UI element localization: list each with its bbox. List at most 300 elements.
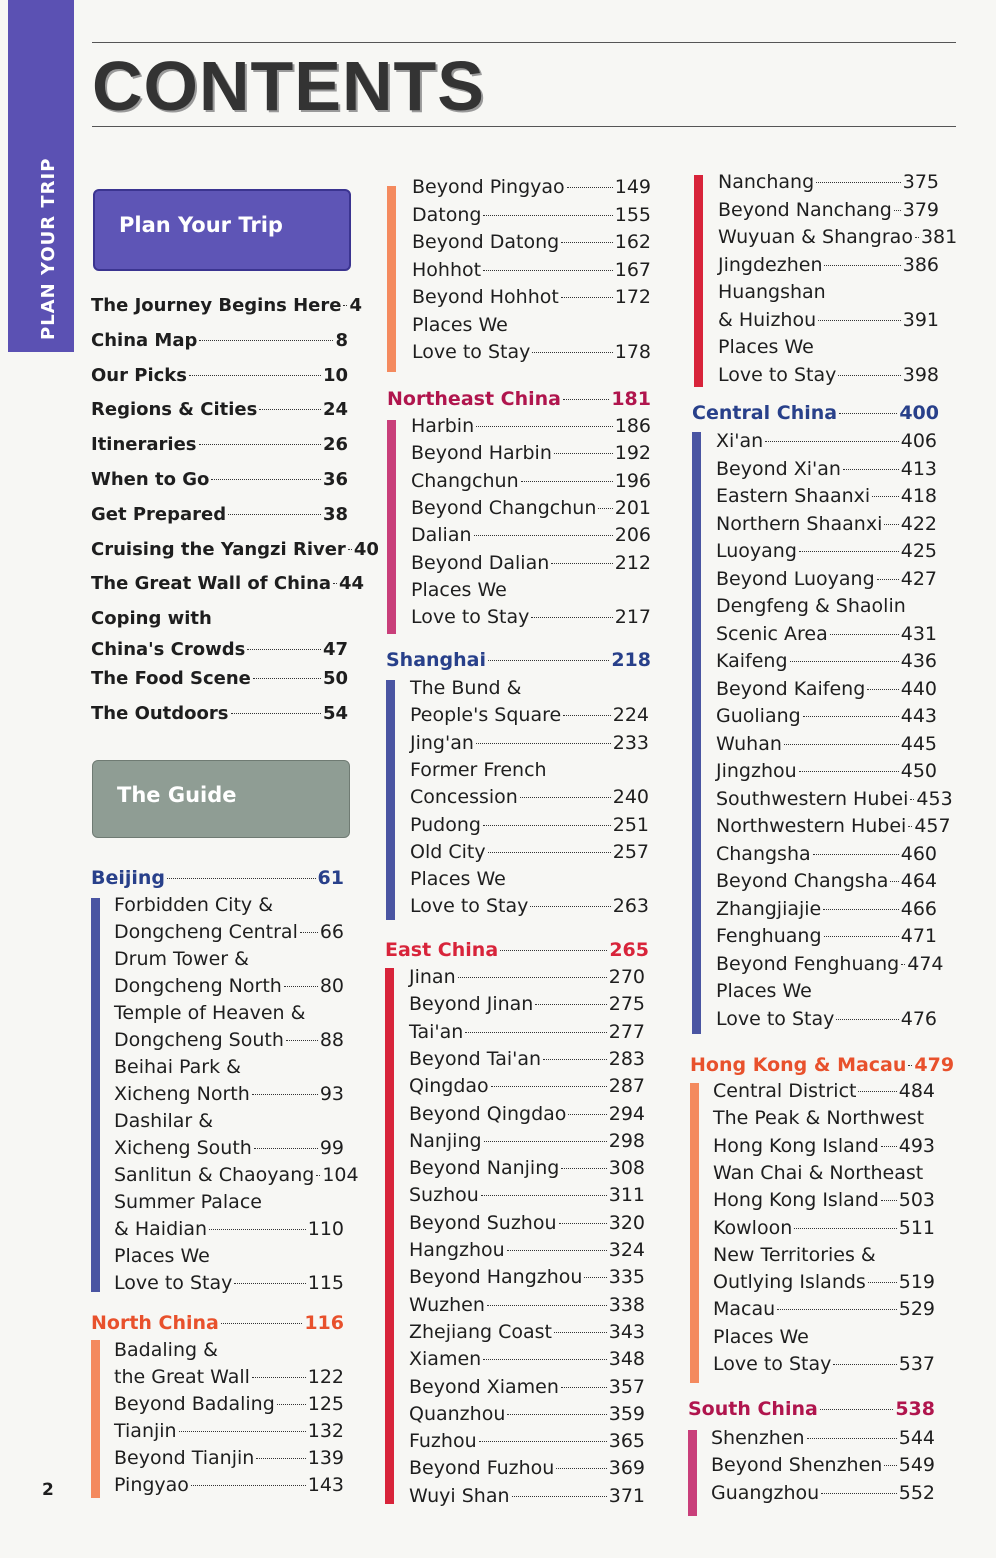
toc-entry-page: 155 — [614, 203, 651, 226]
region-heading[interactable]: Beijing 61 — [91, 867, 344, 889]
toc-entry[interactable] — [716, 538, 937, 565]
beijing-bar — [91, 898, 100, 1292]
leader-dots — [915, 237, 919, 238]
toc-entry[interactable] — [114, 1391, 344, 1418]
toc-entry[interactable] — [114, 919, 344, 946]
toc-entry[interactable] — [91, 536, 379, 563]
toc-entry-page: 80 — [319, 975, 344, 997]
toc-entry[interactable] — [91, 431, 348, 458]
toc-entry-page: 270 — [608, 966, 645, 988]
toc-entry[interactable] — [409, 1455, 645, 1482]
toc-entry[interactable] — [411, 413, 651, 440]
toc-entry-label: Guoliang — [716, 705, 801, 727]
toc-entry[interactable] — [411, 522, 651, 549]
leader-dots — [824, 936, 899, 937]
plan-your-trip-box: Plan Your Trip — [93, 189, 351, 271]
leader-dots — [481, 1195, 607, 1196]
toc-entry-label: Changchun — [411, 469, 519, 492]
toc-entry-label: Northern Shaanxi — [716, 512, 883, 535]
toc-entry-label: Wuyuan & Shangrao — [718, 226, 913, 248]
leader-dots — [253, 678, 321, 679]
toc-entry-label: Kowloon — [713, 1216, 793, 1239]
toc-entry-label: Qingdao — [409, 1075, 489, 1098]
toc-entry-line[interactable]: Places We — [411, 578, 507, 601]
toc-entry-label: Love to Stay — [411, 606, 530, 629]
toc-entry-page: 422 — [900, 512, 937, 535]
toc-entry-page: 122 — [307, 1366, 344, 1388]
region-heading[interactable]: South China 538 — [688, 1398, 935, 1420]
toc-entry-line[interactable]: Places We — [412, 313, 508, 336]
toc-entry-page: 450 — [900, 760, 937, 782]
leader-dots — [584, 1277, 606, 1278]
leader-dots — [458, 977, 607, 978]
toc-entry-label: China's Crowds — [91, 639, 246, 660]
east-china-bar — [385, 968, 394, 1504]
toc-entry-page: 283 — [608, 1047, 645, 1070]
toc-entry-line[interactable]: Drum Tower & — [114, 948, 249, 970]
toc-entry-label: Love to Stay — [713, 1353, 832, 1375]
toc-entry[interactable] — [716, 951, 944, 978]
toc-entry-page: 257 — [612, 840, 649, 863]
toc-entry[interactable] — [412, 229, 651, 256]
toc-entry[interactable] — [410, 812, 649, 839]
toc-entry[interactable] — [713, 1133, 935, 1160]
leader-dots — [479, 1441, 607, 1442]
toc-entry[interactable] — [114, 1364, 344, 1391]
toc-entry-page: 224 — [612, 704, 649, 727]
toc-entry[interactable] — [114, 1418, 344, 1445]
toc-entry[interactable] — [410, 893, 649, 920]
toc-entry[interactable] — [711, 1452, 935, 1479]
toc-entry-page: 511 — [898, 1216, 935, 1239]
toc-entry-line[interactable]: Coping with — [91, 608, 212, 630]
toc-entry-page: 476 — [900, 1007, 937, 1030]
leader-dots — [488, 852, 611, 853]
toc-entry[interactable] — [410, 784, 649, 811]
leader-dots — [813, 854, 899, 855]
toc-entry[interactable] — [718, 252, 939, 279]
toc-entry-page: 10 — [322, 364, 348, 386]
toc-entry[interactable] — [716, 841, 937, 868]
toc-entry-line[interactable]: Dengfeng & Shaolin — [716, 595, 906, 617]
toc-entry-page: 365 — [608, 1430, 645, 1453]
toc-entry[interactable] — [409, 1374, 645, 1401]
toc-entry-label: Love to Stay — [114, 1272, 233, 1294]
leader-dots — [790, 661, 899, 662]
toc-entry[interactable] — [716, 868, 937, 895]
leader-dots — [483, 825, 611, 826]
north-china-bar — [91, 1340, 100, 1498]
toc-entry[interactable] — [412, 284, 651, 311]
leader-dots — [491, 1086, 607, 1087]
toc-entry-line[interactable]: Badaling & — [114, 1339, 218, 1361]
leader-dots — [816, 182, 901, 183]
leader-dots — [474, 535, 613, 536]
toc-entry[interactable] — [114, 1027, 344, 1054]
toc-entry-label: Cruising the Yangzi River — [91, 538, 346, 560]
toc-entry-page: 38 — [322, 503, 348, 525]
region-heading[interactable]: Hong Kong & Macau 479 — [690, 1054, 955, 1076]
toc-entry-label: Xicheng South — [114, 1137, 252, 1159]
toc-entry-label: Wuzhen — [409, 1293, 485, 1316]
leader-dots — [838, 375, 900, 376]
toc-entry[interactable] — [409, 1346, 645, 1373]
toc-entry-line[interactable]: Beihai Park & — [114, 1056, 241, 1078]
toc-entry[interactable] — [412, 339, 651, 366]
region-heading[interactable]: Northeast China 181 — [387, 388, 651, 410]
toc-entry[interactable] — [410, 839, 649, 866]
toc-entry-label: Beyond Tai'an — [409, 1047, 542, 1070]
toc-entry-line[interactable]: Wan Chai & Northeast — [713, 1161, 924, 1184]
toc-entry-line[interactable]: Places We — [713, 1325, 809, 1348]
toc-entry[interactable] — [716, 923, 937, 950]
leader-dots — [890, 881, 898, 882]
toc-entry[interactable] — [716, 758, 937, 785]
leader-dots — [512, 1496, 607, 1497]
toc-entry-page: 192 — [614, 442, 651, 465]
toc-entry-line[interactable]: Places We — [716, 980, 812, 1002]
leader-dots — [872, 496, 899, 497]
toc-entry[interactable] — [91, 292, 363, 319]
toc-entry-page: 8 — [335, 329, 348, 351]
leader-dots — [535, 1004, 606, 1005]
toc-entry[interactable] — [91, 466, 348, 493]
toc-entry[interactable] — [91, 501, 348, 528]
toc-entry[interactable] — [409, 1128, 645, 1155]
toc-entry[interactable] — [91, 396, 348, 423]
leader-dots — [252, 1094, 318, 1095]
leader-dots — [521, 481, 613, 482]
toc-entry[interactable] — [716, 428, 937, 455]
toc-entry-page: 519 — [898, 1271, 935, 1294]
toc-entry[interactable] — [114, 973, 344, 1000]
leader-dots — [530, 906, 610, 907]
toc-entry-page: 311 — [608, 1184, 645, 1207]
toc-entry[interactable] — [716, 456, 937, 483]
toc-entry[interactable] — [716, 511, 937, 538]
leader-dots — [543, 1059, 607, 1060]
toc-entry-label: Beyond Suzhou — [409, 1211, 557, 1234]
leader-dots — [484, 1141, 607, 1142]
toc-entry[interactable] — [711, 1480, 935, 1507]
east-china-bar-2 — [694, 175, 703, 387]
toc-entry-page: 212 — [614, 551, 651, 574]
toc-entry-line[interactable]: Huangshan — [718, 281, 826, 303]
leader-dots — [561, 1168, 606, 1169]
top-rule — [92, 42, 956, 43]
toc-entry-label: The Food Scene — [91, 667, 251, 689]
toc-entry[interactable] — [114, 1216, 344, 1243]
toc-entry[interactable] — [91, 636, 348, 663]
toc-entry-page: 529 — [898, 1298, 935, 1321]
leader-dots — [256, 1458, 305, 1459]
toc-entry[interactable] — [114, 1081, 344, 1108]
toc-entry[interactable] — [716, 621, 937, 648]
toc-entry[interactable] — [716, 896, 937, 923]
leader-dots — [561, 1387, 607, 1388]
leader-dots — [824, 265, 900, 266]
toc-entry[interactable] — [114, 1270, 344, 1297]
toc-entry[interactable] — [718, 197, 939, 224]
toc-entry[interactable] — [716, 566, 937, 593]
toc-entry[interactable] — [409, 1264, 645, 1291]
toc-entry-page: 217 — [614, 606, 651, 629]
south-china-bar — [688, 1430, 697, 1516]
toc-entry[interactable] — [409, 1483, 645, 1510]
toc-entry-page: 294 — [608, 1102, 645, 1125]
leader-dots — [476, 743, 611, 744]
toc-entry[interactable] — [713, 1187, 935, 1214]
toc-entry-label: Sanlitun & Chaoyang — [114, 1164, 315, 1186]
toc-entry[interactable] — [409, 991, 645, 1018]
toc-entry[interactable] — [409, 1155, 645, 1182]
toc-entry-line[interactable]: Places We — [114, 1245, 210, 1267]
toc-entry[interactable] — [713, 1078, 935, 1105]
toc-entry-label: Beyond Xiamen — [409, 1375, 559, 1398]
leader-dots — [465, 1032, 606, 1033]
toc-entry-label: Old City — [410, 840, 486, 863]
toc-entry[interactable] — [411, 468, 651, 495]
leader-dots — [910, 799, 914, 800]
toc-entry-label: Jing'an — [410, 731, 474, 754]
leader-dots — [333, 583, 337, 584]
toc-entry[interactable] — [713, 1269, 935, 1296]
toc-entry[interactable] — [409, 1428, 645, 1455]
region-heading[interactable]: East China 265 — [385, 939, 649, 961]
leader-dots — [551, 563, 612, 564]
toc-entry-label: Tai'an — [409, 1020, 464, 1043]
toc-entry-page: 552 — [898, 1481, 935, 1504]
toc-entry-page: 427 — [900, 567, 937, 590]
toc-entry-line[interactable]: Forbidden City & — [114, 894, 274, 916]
toc-entry-line[interactable]: Summer Palace — [114, 1191, 262, 1213]
toc-entry-page: 26 — [322, 434, 348, 456]
leader-dots — [348, 549, 352, 550]
toc-entry-label: Beyond Badaling — [114, 1393, 275, 1415]
toc-entry-page: 36 — [322, 469, 348, 490]
toc-entry[interactable] — [713, 1296, 935, 1323]
leader-dots — [284, 986, 318, 987]
leader-dots — [836, 1019, 898, 1020]
toc-entry-page: 436 — [900, 650, 937, 672]
toc-entry-label: Beyond Fenghuang — [716, 952, 900, 975]
toc-entry[interactable] — [409, 1046, 645, 1073]
toc-entry-page: 206 — [614, 524, 651, 547]
toc-entry[interactable] — [91, 665, 348, 692]
shanghai-bar — [386, 680, 395, 920]
toc-entry-page: 381 — [920, 226, 958, 248]
toc-entry[interactable] — [716, 786, 953, 813]
leader-dots — [884, 1465, 896, 1466]
toc-entry[interactable] — [412, 174, 651, 201]
toc-entry-page: 178 — [614, 341, 651, 363]
the-guide-box: The Guide — [92, 760, 350, 838]
toc-entry[interactable] — [411, 440, 651, 467]
toc-entry-line[interactable]: Temple of Heaven & — [114, 1002, 306, 1024]
hong-kong-bar — [690, 1083, 699, 1383]
toc-entry[interactable] — [409, 1292, 645, 1319]
toc-entry[interactable] — [411, 550, 651, 577]
toc-entry-page: 298 — [608, 1129, 645, 1152]
leader-dots — [799, 771, 899, 772]
leader-dots — [868, 1282, 897, 1283]
toc-entry-label: Xiamen — [409, 1348, 482, 1371]
toc-entry[interactable] — [716, 483, 937, 510]
toc-entry-label: Nanchang — [718, 171, 815, 193]
toc-entry-page: 440 — [900, 677, 937, 700]
toc-entry-line[interactable]: Places We — [718, 336, 814, 358]
leader-dots — [554, 1332, 607, 1333]
toc-entry[interactable] — [91, 570, 365, 597]
toc-entry-label: Tianjin — [114, 1420, 177, 1442]
toc-entry[interactable] — [718, 224, 958, 251]
toc-entry-line[interactable]: Places We — [410, 868, 506, 891]
toc-entry-line[interactable]: New Territories & — [713, 1243, 876, 1266]
leader-dots — [179, 1431, 306, 1432]
toc-entry-page: 549 — [898, 1454, 935, 1477]
toc-entry-label: Changsha — [716, 842, 811, 865]
toc-entry-line[interactable]: Dashilar & — [114, 1110, 214, 1132]
toc-entry-label: Beyond Shenzhen — [711, 1454, 883, 1477]
toc-entry[interactable] — [409, 1401, 645, 1428]
toc-entry[interactable] — [409, 1019, 645, 1046]
toc-entry[interactable] — [91, 327, 348, 354]
toc-entry-page: 162 — [614, 231, 651, 253]
leader-dots — [300, 932, 318, 933]
toc-entry[interactable] — [409, 1101, 645, 1128]
toc-entry[interactable] — [409, 1073, 645, 1100]
toc-entry[interactable] — [716, 703, 937, 730]
toc-entry-label: Love to Stay — [716, 1007, 835, 1030]
toc-entry[interactable] — [409, 1319, 645, 1346]
page-number: 2 — [42, 1480, 54, 1500]
leader-dots — [561, 297, 613, 298]
leader-dots — [231, 713, 321, 714]
north-china-bar-2 — [387, 186, 396, 372]
leader-dots — [343, 305, 347, 306]
toc-entry-label: Northwestern Hubei — [716, 815, 907, 837]
toc-entry[interactable] — [412, 202, 651, 229]
toc-entry[interactable] — [718, 169, 939, 196]
toc-entry-page: 50 — [322, 667, 348, 689]
toc-entry[interactable] — [713, 1351, 935, 1378]
toc-entry[interactable] — [411, 604, 651, 631]
toc-entry-page: 418 — [900, 485, 937, 507]
toc-entry-label: Beyond Datong — [412, 231, 560, 253]
leader-dots — [561, 242, 613, 243]
toc-entry[interactable] — [716, 648, 937, 675]
toc-entry[interactable] — [409, 1237, 645, 1264]
toc-entry-label: Pudong — [410, 813, 481, 836]
toc-entry[interactable] — [711, 1425, 935, 1452]
leader-dots — [483, 215, 612, 216]
toc-entry-page: 537 — [898, 1353, 935, 1375]
leader-dots — [532, 352, 612, 353]
toc-entry[interactable] — [716, 813, 951, 840]
toc-entry-label: Beyond Tianjin — [114, 1447, 255, 1469]
toc-entry-label: Beyond Hangzhou — [409, 1266, 583, 1289]
leader-dots — [901, 964, 905, 965]
leader-dots — [228, 514, 321, 515]
toc-entry[interactable] — [412, 257, 651, 284]
toc-entry-page: 66 — [319, 921, 344, 943]
toc-entry[interactable] — [410, 730, 649, 757]
toc-entry[interactable] — [91, 362, 348, 389]
toc-entry-label: & Huizhou — [718, 308, 817, 331]
leader-dots — [858, 1091, 896, 1092]
toc-entry[interactable] — [114, 1162, 359, 1189]
toc-entry-line[interactable]: Former French — [410, 758, 547, 781]
toc-entry-label: Jingdezhen — [718, 253, 823, 276]
leader-dots — [234, 1283, 305, 1284]
toc-entry-label: Shenzhen — [711, 1427, 805, 1449]
toc-entry-label: Dalian — [411, 524, 472, 547]
region-heading[interactable]: North China 116 — [91, 1312, 344, 1334]
toc-entry[interactable] — [718, 362, 939, 389]
leader-dots — [211, 479, 321, 480]
toc-entry-label: & Haidian — [114, 1218, 208, 1240]
toc-entry-label: Zhejiang Coast — [409, 1320, 552, 1343]
toc-entry-page: 359 — [608, 1402, 645, 1425]
toc-entry-label: Beyond Hohhot — [412, 286, 559, 308]
toc-entry[interactable] — [716, 731, 937, 758]
toc-entry[interactable] — [114, 1135, 344, 1162]
leader-dots — [807, 1438, 897, 1439]
toc-entry[interactable] — [114, 1445, 344, 1472]
toc-entry-line[interactable]: The Peak & Northwest — [713, 1107, 925, 1130]
toc-entry-page: 375 — [902, 171, 939, 193]
toc-entry-page: 460 — [900, 842, 937, 865]
toc-entry-label: Our Picks — [91, 364, 187, 386]
toc-entry[interactable] — [411, 495, 651, 522]
toc-entry-page: 251 — [612, 813, 649, 836]
toc-entry-line[interactable]: The Bund & — [410, 677, 522, 699]
leader-dots — [833, 1364, 896, 1365]
toc-entry-label: Beyond Xi'an — [716, 457, 841, 480]
leader-dots — [823, 909, 898, 910]
leader-dots — [316, 1175, 320, 1176]
toc-entry-page: 425 — [900, 540, 937, 562]
toc-entry-page: 474 — [907, 952, 944, 975]
toc-entry-page: 99 — [319, 1137, 344, 1159]
toc-entry[interactable] — [716, 676, 937, 703]
toc-entry[interactable] — [114, 1472, 344, 1499]
toc-entry-page: 24 — [322, 399, 348, 421]
toc-entry[interactable] — [410, 702, 649, 729]
toc-entry-page: 125 — [307, 1393, 344, 1415]
region-heading[interactable]: Central China 400 — [692, 402, 939, 424]
leader-dots — [199, 340, 333, 341]
toc-entry[interactable] — [716, 1006, 937, 1033]
leader-dots — [559, 1223, 607, 1224]
toc-entry-label: Jinan — [409, 966, 456, 988]
leader-dots — [894, 210, 901, 211]
region-heading[interactable]: Shanghai 218 — [386, 649, 651, 671]
toc-entry-page: 503 — [898, 1189, 935, 1212]
toc-entry[interactable] — [409, 1182, 645, 1209]
toc-entry[interactable] — [718, 307, 939, 334]
toc-entry[interactable] — [409, 1210, 645, 1237]
leader-dots — [189, 375, 321, 376]
toc-entry[interactable] — [713, 1215, 935, 1242]
toc-entry-page: 379 — [902, 198, 939, 221]
toc-entry-label: the Great Wall — [114, 1366, 250, 1388]
toc-entry[interactable] — [409, 964, 645, 991]
page-title: CONTENTS — [92, 47, 485, 125]
toc-entry-page: 277 — [608, 1020, 645, 1043]
toc-entry[interactable] — [91, 700, 348, 727]
toc-entry-label: Hangzhou — [409, 1239, 505, 1261]
